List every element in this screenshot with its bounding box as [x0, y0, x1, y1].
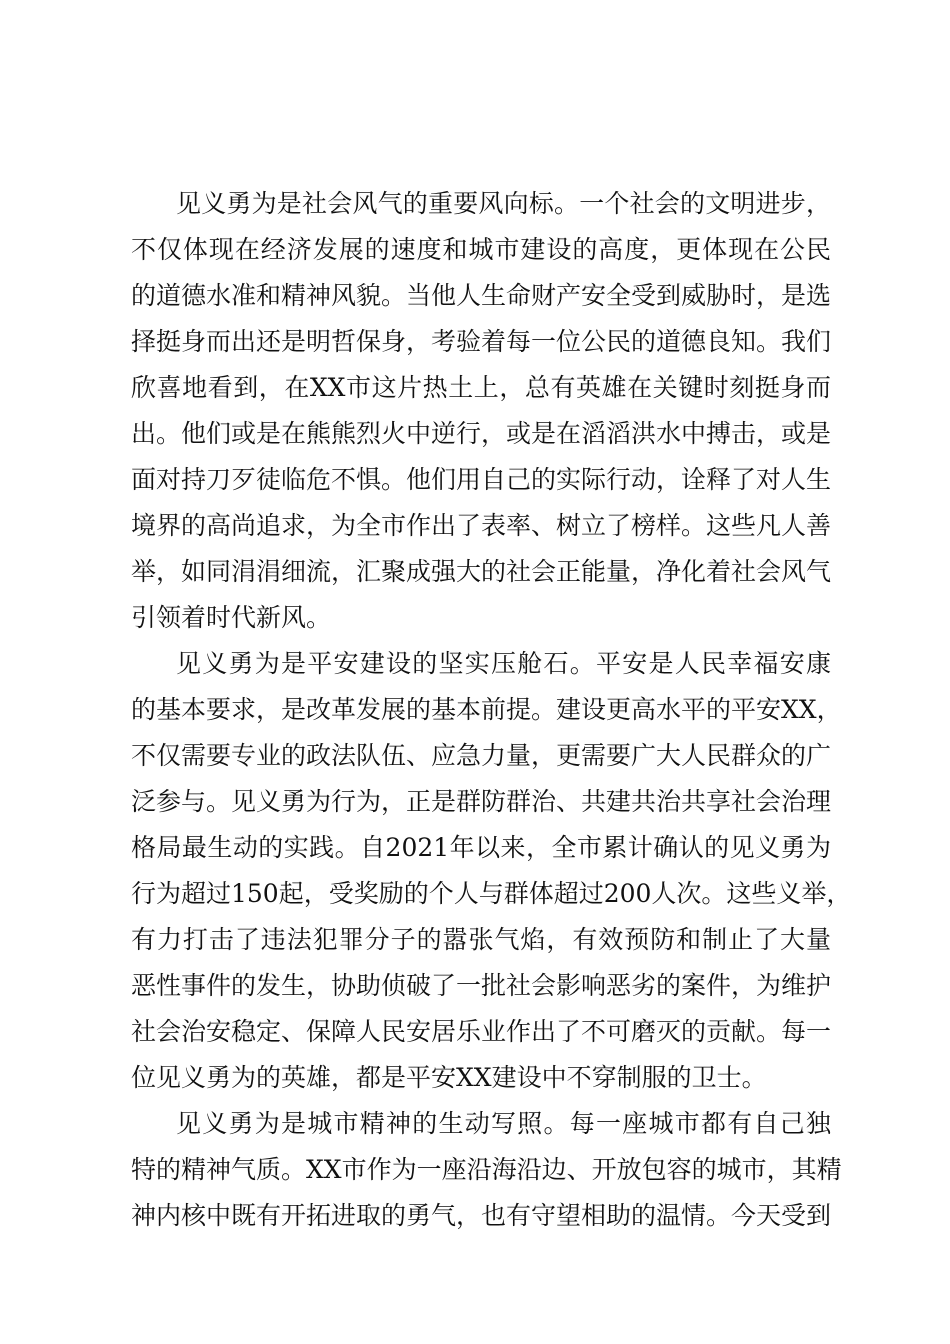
- paragraph-1-line-6: 出。他们或是在熊熊烈火中逆行，或是在滔滔洪水中搏击，或是: [131, 419, 832, 448]
- paragraph-2-line-7: 有力打击了违法犯罪分子的嚣张气焰，有效预防和制止了大量: [131, 925, 831, 954]
- paragraph-1-line-8: 境界的高尚追求，为全市作出了表率、树立了榜样。这些凡人善: [131, 511, 832, 540]
- paragraph-1-line-4: 择挺身而出还是明哲保身，考验着每一位公民的道德良知。我们: [131, 327, 832, 356]
- paragraph-2-line-9: 社会治安稳定、保障人民安居乐业作出了不可磨灭的贡献。每一: [131, 1017, 832, 1046]
- paragraph-1-line-5: 欣喜地看到，在XX市这片热土上，总有英雄在关键时刻挺身而: [131, 373, 831, 402]
- paragraph-2-line-4: 泛参与。见义勇为行为，正是群防群治、共建共治共享社会治理: [131, 787, 832, 816]
- paragraph-2-line-6: 行为超过150起，受奖励的个人与群体超过200人次。这些义举，: [131, 879, 852, 908]
- paragraph-2-line-2: 的基本要求，是改革发展的基本前提。建设更高水平的平安XX，: [131, 695, 842, 724]
- paragraph-1-line-2: 不仅体现在经济发展的速度和城市建设的高度，更体现在公民: [131, 235, 831, 264]
- paragraph-1-line-10: 引领着时代新风。: [131, 603, 332, 632]
- paragraph-2-line-3: 不仅需要专业的政法队伍、应急力量，更需要广大人民群众的广: [131, 741, 832, 770]
- paragraph-2-line-1: 见义勇为是平安建设的坚实压舱石。平安是人民幸福安康: [176, 649, 831, 678]
- paragraph-3-line-3: 神内核中既有开拓进取的勇气，也有守望相助的温情。今天受到: [131, 1201, 832, 1230]
- paragraph-2-line-5: 格局最生动的实践。自2021年以来，全市累计确认的见义勇为: [131, 833, 831, 862]
- paragraph-1-line-7: 面对持刀歹徒临危不惧。他们用自己的实际行动，诠释了对人生: [131, 465, 832, 494]
- paragraph-2-line-10: 位见义勇为的英雄，都是平安XX建设中不穿制服的卫士。: [131, 1063, 767, 1092]
- paragraph-3-line-1: 见义勇为是城市精神的生动写照。每一座城市都有自己独: [176, 1109, 831, 1138]
- paragraph-2-line-8: 恶性事件的发生，协助侦破了一批社会影响恶劣的案件，为维护: [131, 971, 832, 1000]
- paragraph-1-line-9: 举，如同涓涓细流，汇聚成强大的社会正能量，净化着社会风气: [131, 557, 832, 586]
- paragraph-1-line-3: 的道德水准和精神风貌。当他人生命财产安全受到威胁时，是选: [131, 281, 832, 310]
- paragraph-1-line-1: 见义勇为是社会风气的重要风向标。一个社会的文明进步，: [176, 189, 831, 218]
- paragraph-3-line-2: 特的精神气质。XX市作为一座沿海沿边、开放包容的城市，其精: [131, 1155, 842, 1184]
